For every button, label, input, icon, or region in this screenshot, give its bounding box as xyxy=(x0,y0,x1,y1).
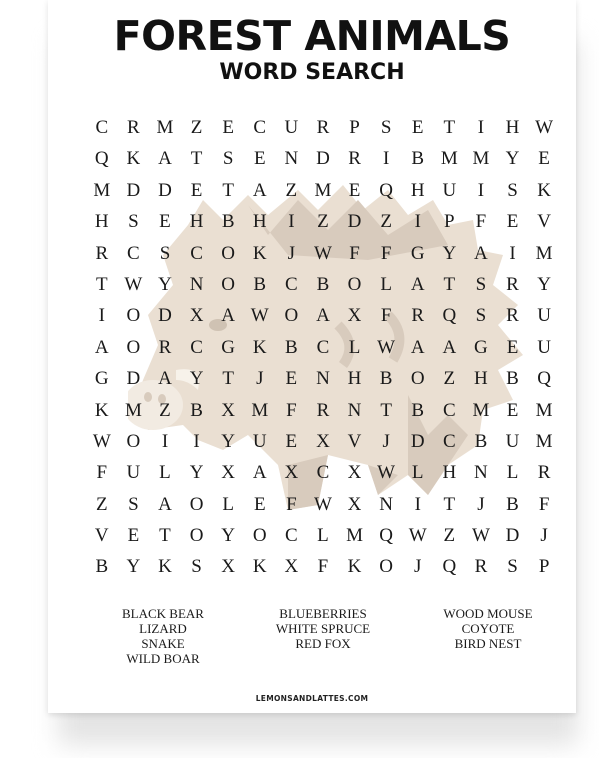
grid-letter: H xyxy=(252,211,267,233)
grid-letter: O xyxy=(252,525,267,547)
word-list-column-3 xyxy=(423,606,553,651)
grid-letter: X xyxy=(316,430,330,452)
grid-letter: Y xyxy=(221,430,236,452)
grid-letter: F xyxy=(380,305,392,327)
grid-letter: S xyxy=(128,211,139,233)
grid-letter: Z xyxy=(443,525,456,547)
grid-letter: A xyxy=(442,336,457,358)
grid-letter: G xyxy=(221,336,236,358)
grid-letter: L xyxy=(222,493,234,515)
grid-letter: E xyxy=(253,148,266,170)
grid-letter: A xyxy=(94,336,109,358)
grid-letter: K xyxy=(94,399,109,421)
grid-letter: E xyxy=(159,211,171,233)
grid-letter: F xyxy=(317,556,329,578)
grid-letter: S xyxy=(475,273,487,295)
grid-letter: R xyxy=(506,273,519,295)
grid-letter: I xyxy=(509,242,516,264)
grid-letter: E xyxy=(538,148,550,170)
grid-letter: L xyxy=(380,273,392,295)
grid-letter: D xyxy=(316,148,330,170)
grid-letter: O xyxy=(221,273,236,295)
word-list-item: BLUEBERRIES xyxy=(279,606,367,621)
grid-letter: X xyxy=(189,305,204,327)
grid-letter: W xyxy=(408,525,427,547)
grid-letter: Y xyxy=(189,368,204,390)
grid-letter: T xyxy=(222,179,234,201)
grid-letter: K xyxy=(252,336,267,358)
grid-letter: M xyxy=(156,117,174,138)
grid-letter: A xyxy=(158,493,172,515)
grid-letter: D xyxy=(126,368,141,390)
grid-letter: Y xyxy=(158,273,172,295)
grid-letter: S xyxy=(159,242,171,264)
grid-letter: U xyxy=(126,462,141,484)
grid-letter: N xyxy=(189,273,204,295)
grid-letter: M xyxy=(346,525,363,547)
grid-letter: Z xyxy=(285,179,298,201)
grid-letter: S xyxy=(507,556,518,578)
grid-letter: I xyxy=(382,148,390,170)
grid-letter: E xyxy=(506,399,519,421)
grid-letter: B xyxy=(253,273,267,295)
word-list-item: SNAKE xyxy=(141,636,185,651)
grid-letter: N xyxy=(347,399,362,421)
grid-letter: J xyxy=(287,242,296,264)
grid-letter: Y xyxy=(442,242,457,264)
grid-letter: S xyxy=(128,493,139,515)
grid-letter: B xyxy=(411,399,425,421)
grid-letter: C xyxy=(190,336,203,358)
grid-letter: Q xyxy=(537,368,551,390)
grid-letter: U xyxy=(537,305,551,327)
grid-letter: N xyxy=(316,368,330,390)
grid-letter: C xyxy=(285,273,298,295)
grid-letter: B xyxy=(506,493,519,515)
grid-letter: S xyxy=(475,305,487,327)
grid-letter: M xyxy=(472,148,490,170)
grid-letter: H xyxy=(410,179,425,201)
grid-letter: W xyxy=(250,305,269,327)
grid-letter: R xyxy=(506,305,519,327)
grid-letter: W xyxy=(124,273,143,295)
grid-letter: C xyxy=(127,242,140,264)
grid-letter: V xyxy=(537,211,551,233)
grid-letter: T xyxy=(190,148,203,170)
grid-letter: Q xyxy=(379,179,393,201)
grid-letter: U xyxy=(252,430,267,452)
grid-letter: K xyxy=(537,179,551,201)
grid-letter: R xyxy=(537,462,551,484)
grid-letter: C xyxy=(253,117,267,138)
grid-letter: M xyxy=(535,430,553,452)
grid-letter: L xyxy=(348,336,361,358)
grid-letter: C xyxy=(95,117,109,138)
grid-letter: F xyxy=(380,242,392,264)
grid-letter: I xyxy=(414,493,421,515)
grid-letter: G xyxy=(474,336,488,358)
grid-letter: J xyxy=(256,368,264,390)
grid-letter: R xyxy=(474,556,488,578)
grid-letter: B xyxy=(411,148,425,170)
grid-letter: Z xyxy=(317,211,329,233)
grid-letter: K xyxy=(252,242,267,264)
grid-letter: L xyxy=(506,462,519,484)
word-list-item: WHITE SPRUCE xyxy=(275,621,371,636)
grid-letter: J xyxy=(477,493,485,515)
grid-letter: K xyxy=(347,556,362,578)
grid-letter: F xyxy=(349,242,360,264)
grid-letter: Y xyxy=(505,148,520,170)
grid-letter: I xyxy=(161,430,169,452)
grid-letter: Q xyxy=(442,305,457,327)
grid-letter: N xyxy=(474,462,488,484)
grid-letter: D xyxy=(410,430,425,452)
grid-letter: T xyxy=(222,368,234,390)
grid-letter: Y xyxy=(126,556,141,578)
grid-letter: E xyxy=(506,336,519,358)
grid-letter: I xyxy=(98,305,105,327)
grid-letter: W xyxy=(535,117,554,138)
grid-letter: E xyxy=(222,117,234,138)
grid-letter: Z xyxy=(190,117,203,138)
grid-letter: E xyxy=(411,117,424,138)
grid-letter: H xyxy=(505,117,520,138)
worksheet xyxy=(48,0,576,713)
grid-letter: E xyxy=(506,211,519,233)
grid-letter: I xyxy=(414,211,421,233)
grid-letter: U xyxy=(284,117,299,138)
word-list-item: COYOTE xyxy=(461,621,515,636)
grid-letter: B xyxy=(221,211,235,233)
grid-letter: I xyxy=(477,117,485,138)
grid-letter: G xyxy=(410,242,425,264)
grid-letter: D xyxy=(158,305,172,327)
grid-letter: Q xyxy=(94,148,109,170)
grid-letter: L xyxy=(317,525,329,547)
grid-letter: O xyxy=(126,336,141,358)
grid-letter: A xyxy=(474,242,488,264)
grid-letter: B xyxy=(95,556,109,578)
grid-letter: C xyxy=(316,336,330,358)
grid-letter: X xyxy=(221,462,236,484)
grid-letter: O xyxy=(189,525,204,547)
grid-letter: X xyxy=(284,556,299,578)
grid-letter: K xyxy=(158,556,172,578)
grid-letter: L xyxy=(411,462,424,484)
grid-letter: A xyxy=(410,273,425,295)
grid-letter: O xyxy=(284,305,299,327)
grid-letter: B xyxy=(379,368,393,390)
grid-letter: W xyxy=(377,336,396,358)
grid-letter: Q xyxy=(442,556,457,578)
grid-letter: B xyxy=(506,368,519,390)
grid-letter: E xyxy=(190,179,203,201)
grid-letter: R xyxy=(316,117,330,138)
grid-letter: M xyxy=(314,179,332,201)
grid-letter: Y xyxy=(537,273,551,295)
grid-letter: O xyxy=(221,242,236,264)
grid-letter: A xyxy=(158,148,172,170)
grid-letter: Y xyxy=(221,525,236,547)
grid-letter: B xyxy=(190,399,203,421)
grid-letter: M xyxy=(535,242,553,264)
grid-letter: S xyxy=(191,556,202,578)
grid-letter: W xyxy=(377,462,396,484)
grid-letter: T xyxy=(443,117,456,138)
grid-letter: W xyxy=(92,430,111,452)
grid-letter: H xyxy=(347,368,362,390)
grid-letter: O xyxy=(347,273,362,295)
grid-letter: T xyxy=(95,273,108,295)
grid-letter: R xyxy=(95,242,109,264)
grid-letter: M xyxy=(472,399,490,421)
grid-letter: H xyxy=(94,211,109,233)
grid-letter: B xyxy=(474,430,488,452)
word-list-item: LIZARD xyxy=(139,621,187,636)
grid-letter: H xyxy=(442,462,457,484)
grid-letter: D xyxy=(158,179,172,201)
grid-letter: I xyxy=(193,430,200,452)
word-list-item: BIRD NEST xyxy=(454,636,522,651)
word-list-column-2 xyxy=(258,606,388,651)
grid-letter: K xyxy=(252,556,267,578)
word-list-column-1 xyxy=(108,606,218,666)
grid-letter: S xyxy=(222,148,234,170)
grid-letter: T xyxy=(380,399,392,421)
grid-letter: X xyxy=(221,556,236,578)
grid-letter: B xyxy=(285,336,298,358)
grid-letter: M xyxy=(251,399,269,421)
grid-letter: Y xyxy=(189,462,204,484)
grid-letter: D xyxy=(126,179,141,201)
grid-letter: E xyxy=(253,493,266,515)
grid-letter: F xyxy=(286,493,297,515)
grid-letter: S xyxy=(507,179,518,201)
word-list-item: WILD BOAR xyxy=(126,651,200,666)
grid-letter: M xyxy=(124,399,142,421)
grid-letter: J xyxy=(540,525,548,547)
grid-letter: O xyxy=(126,430,141,452)
grid-letter: I xyxy=(288,211,295,233)
grid-letter: A xyxy=(252,179,267,201)
word-list-item: RED FOX xyxy=(295,636,351,651)
grid-letter: M xyxy=(535,399,553,421)
grid-letter: L xyxy=(159,462,171,484)
grid-letter: X xyxy=(347,493,362,515)
grid-letter: W xyxy=(313,242,332,264)
grid-letter: W xyxy=(471,525,490,547)
grid-letter: O xyxy=(379,556,393,578)
grid-letter: Z xyxy=(95,493,108,515)
grid-letter: A xyxy=(252,462,267,484)
grid-letter: E xyxy=(348,179,361,201)
grid-letter: D xyxy=(347,211,362,233)
grid-letter: T xyxy=(159,525,171,547)
grid-letter: Q xyxy=(379,525,393,547)
grid-letter: F xyxy=(286,399,297,421)
grid-letter: X xyxy=(347,305,362,327)
grid-letter: F xyxy=(96,462,108,484)
grid-letter: T xyxy=(443,493,456,515)
grid-letter: U xyxy=(442,179,457,201)
grid-letter: R xyxy=(158,336,172,358)
grid-letter: S xyxy=(380,117,392,138)
grid-letter: J xyxy=(382,430,390,452)
grid-letter: E xyxy=(285,368,298,390)
grid-letter: G xyxy=(94,368,109,390)
grid-letter: V xyxy=(94,525,109,547)
grid-letter: A xyxy=(221,305,236,327)
grid-letter: N xyxy=(284,148,299,170)
word-list-item: BLACK BEAR xyxy=(122,606,204,621)
grid-letter: V xyxy=(347,430,362,452)
grid-letter: R xyxy=(411,305,425,327)
footer-website: LEMONSANDLATTES.COM xyxy=(255,694,369,703)
grid-letter: R xyxy=(348,148,361,170)
grid-letter: O xyxy=(126,305,141,327)
grid-letter: P xyxy=(538,556,550,578)
grid-letter: H xyxy=(189,211,204,233)
grid-letter: A xyxy=(158,368,172,390)
grid-letter: O xyxy=(189,493,204,515)
grid-letter: X xyxy=(284,462,299,484)
grid-letter: D xyxy=(505,525,520,547)
page-subtitle: WORD SEARCH xyxy=(219,60,405,85)
grid-letter: Z xyxy=(159,399,171,421)
grid-letter: X xyxy=(347,462,362,484)
grid-letter: E xyxy=(285,430,298,452)
grid-letter: O xyxy=(410,368,425,390)
grid-letter: R xyxy=(316,399,330,421)
grid-letter: Z xyxy=(443,368,456,390)
grid-letter: I xyxy=(477,179,485,201)
grid-letter: E xyxy=(127,525,140,547)
grid-letter: U xyxy=(537,336,551,358)
word-list-item: WOOD MOUSE xyxy=(443,606,533,621)
grid-letter: U xyxy=(505,430,520,452)
grid-letter: R xyxy=(127,117,140,138)
grid-letter: B xyxy=(316,273,330,295)
grid-letter: N xyxy=(379,493,393,515)
grid-letter: C xyxy=(316,462,330,484)
grid-letter: P xyxy=(349,117,360,138)
grid-letter: C xyxy=(442,399,456,421)
grid-letter: K xyxy=(126,148,141,170)
letter-grid xyxy=(86,112,560,583)
grid-letter: T xyxy=(443,273,456,295)
grid-letter: J xyxy=(414,556,422,578)
grid-letter: M xyxy=(93,179,111,201)
grid-letter: Z xyxy=(380,211,392,233)
grid-letter: A xyxy=(316,305,330,327)
grid-letter: M xyxy=(440,148,458,170)
grid-letter: C xyxy=(190,242,203,264)
grid-letter: W xyxy=(313,493,332,515)
grid-letter: A xyxy=(410,336,425,358)
grid-letter: C xyxy=(285,525,298,547)
grid-letter: C xyxy=(442,430,456,452)
grid-letter: F xyxy=(475,211,487,233)
grid-letter: X xyxy=(221,399,236,421)
page-title: FOREST ANIMALS xyxy=(113,12,511,60)
grid-letter: P xyxy=(444,211,455,233)
grid-letter: F xyxy=(538,493,550,515)
grid-letter: H xyxy=(474,368,488,390)
